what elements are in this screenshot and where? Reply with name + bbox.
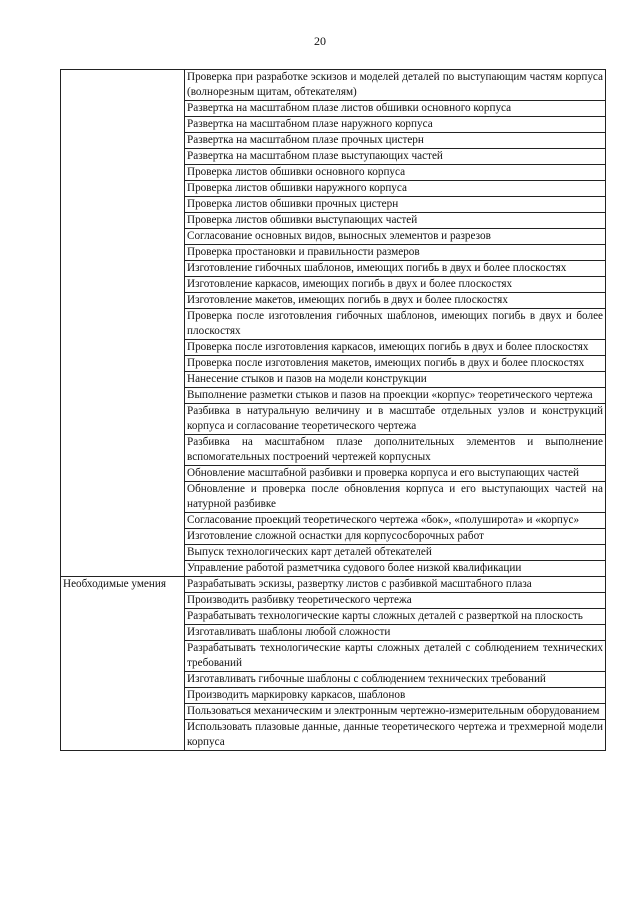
requirement-item: Согласование проекций теоретического чертежа «бок», «полуширота» и «корпус» (185, 513, 606, 529)
requirement-item: Проверка листов обшивки прочных цистерн (185, 197, 606, 213)
requirement-item: Согласование основных видов, выносных элементов и разрезов (185, 229, 606, 245)
requirement-item: Разрабатывать эскизы, развертку листов с разбивкой масштабного плаза (185, 577, 606, 593)
requirement-item: Развертка на масштабном плазе наружного корпуса (185, 117, 606, 133)
requirement-item: Обновление и проверка после обновления корпуса и его выступающих частей на натурной разбивке (185, 482, 606, 513)
requirement-item: Разрабатывать технологические карты сложных деталей с разверткой на плоскость (185, 609, 606, 625)
section-label: Необходимые умения (61, 577, 185, 751)
requirement-item: Изготовление каркасов, имеющих погибь в двух и более плоскостях (185, 277, 606, 293)
requirement-item: Изготавливать гибочные шаблоны с соблюдением технических требований (185, 672, 606, 688)
requirement-item: Производить маркировку каркасов, шаблонов (185, 688, 606, 704)
requirement-item: Нанесение стыков и пазов на модели конструкции (185, 372, 606, 388)
requirement-item: Производить разбивку теоретического чертежа (185, 593, 606, 609)
requirement-item: Проверка после изготовления макетов, имеющих погибь в двух и более плоскостях (185, 356, 606, 372)
requirement-item: Проверка листов обшивки выступающих частей (185, 213, 606, 229)
requirement-item: Обновление масштабной разбивки и проверка корпуса и его выступающих частей (185, 466, 606, 482)
requirement-item: Проверка листов обшивки основного корпуса (185, 165, 606, 181)
page-number: 20 (314, 34, 326, 48)
requirement-item: Использовать плазовые данные, данные теоретического чертежа и трехмерной модели корпуса (185, 720, 606, 751)
requirement-item: Управление работой разметчика судового более низкой квалификации (185, 561, 606, 577)
requirement-item: Проверка после изготовления гибочных шаблонов, имеющих погибь в двух и более плоскостях (185, 309, 606, 340)
section-label (61, 70, 185, 577)
requirement-item: Изготовление сложной оснастки для корпусосборочных работ (185, 529, 606, 545)
requirement-item: Выполнение разметки стыков и пазов на проекции «корпус» теоретического чертежа (185, 388, 606, 404)
requirement-item: Проверка листов обшивки наружного корпуса (185, 181, 606, 197)
requirement-item: Развертка на масштабном плазе прочных цистерн (185, 133, 606, 149)
table-row (61, 577, 606, 593)
requirement-item: Пользоваться механическим и электронным чертежно-измерительным оборудованием (185, 704, 606, 720)
requirement-item: Проверка при разработке эскизов и моделей деталей по выступающим частям корпуса (волнорезным щитам, обтекателям) (185, 70, 606, 101)
requirement-item: Развертка на масштабном плазе выступающих частей (185, 149, 606, 165)
requirement-item: Разбивка в натуральную величину и в масштабе отдельных узлов и конструкций корпуса и согласование теоретического чертежа (185, 404, 606, 435)
requirement-item: Развертка на масштабном плазе листов обшивки основного корпуса (185, 101, 606, 117)
requirement-item: Разбивка на масштабном плазе дополнительных элементов и выполнение вспомогательных построений чертежей корпусных (185, 435, 606, 466)
requirement-item: Изготовление гибочных шаблонов, имеющих погибь в двух и более плоскостях (185, 261, 606, 277)
table-row (61, 70, 606, 101)
requirement-item: Выпуск технологических карт деталей обтекателей (185, 545, 606, 561)
requirement-item: Изготавливать шаблоны любой сложности (185, 625, 606, 641)
requirement-item: Проверка после изготовления каркасов, имеющих погибь в двух и более плоскостях (185, 340, 606, 356)
requirement-item: Проверка простановки и правильности размеров (185, 245, 606, 261)
requirements-table (60, 69, 606, 751)
requirement-item: Разрабатывать технологические карты сложных деталей с соблюдением технических требований (185, 641, 606, 672)
requirements-table-body (61, 70, 606, 751)
requirement-item: Изготовление макетов, имеющих погибь в двух и более плоскостях (185, 293, 606, 309)
